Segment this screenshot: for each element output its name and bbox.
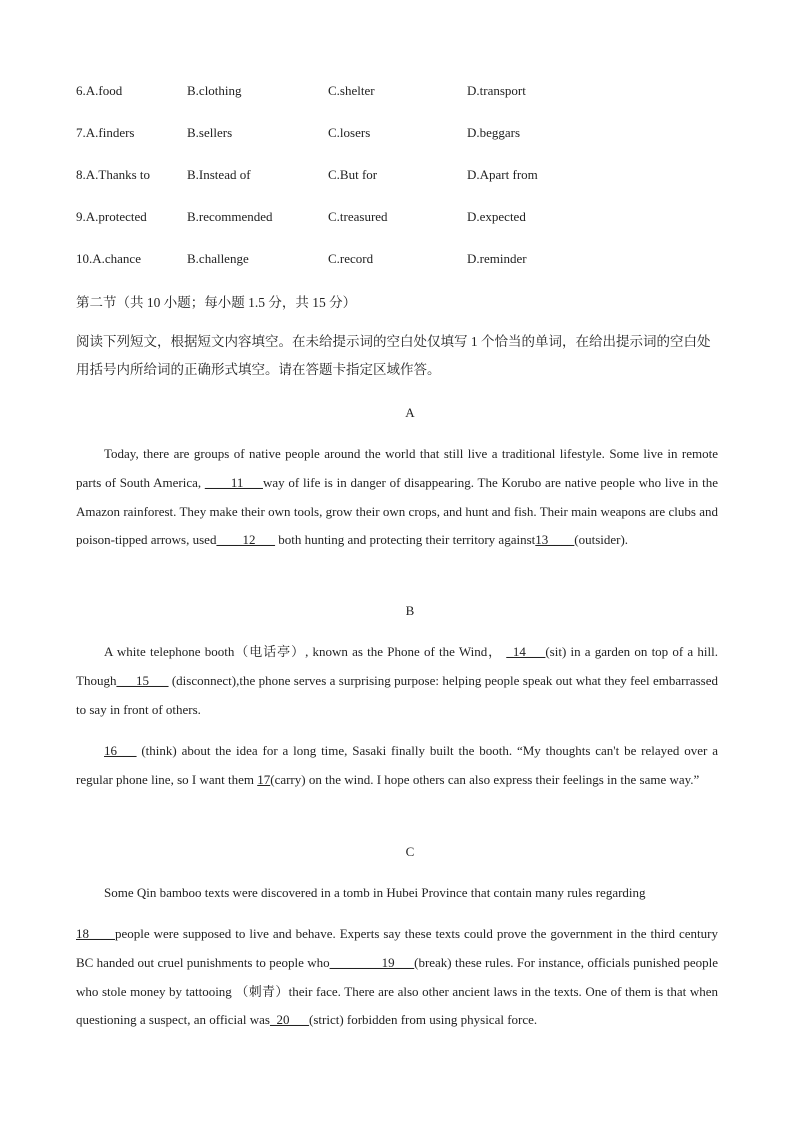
section-heading: 第二节（共 10 小题；每小题 1.5 分，共 15 分）: [76, 295, 357, 310]
option-c: C.treasured: [328, 209, 388, 224]
blank-19: ________19___: [329, 954, 415, 970]
option-a: 6.A.food: [76, 83, 123, 98]
option-d: D.transport: [467, 83, 526, 98]
option-b: B.challenge: [187, 251, 249, 266]
passage-c-text: (break) these rules. For instance, officials punished people who stole money by tattooing （刺青）their face. There are also other ancient laws in the texts. One of them is that when questioning a suspect, an official was: [76, 954, 718, 1028]
blank-20: _20___: [270, 1012, 309, 1028]
blank-18: 18____: [76, 926, 115, 941]
passage-b-letter: B: [405, 603, 415, 618]
blank-12: ____12___: [216, 532, 275, 548]
passage-b-paragraph-1: [76, 638, 718, 724]
option-b: B.Instead of: [187, 167, 251, 182]
option-d: D.expected: [467, 209, 526, 224]
blank-14: _14___: [506, 644, 546, 659]
blank-13: 13____: [535, 532, 575, 548]
passage-c-text: people were supposed to live and behave. Experts say these texts could prove the government in the third century BC handed out cruel punishments to people who: [76, 926, 718, 970]
option-c: C.But for: [328, 167, 378, 182]
blank-16: 16___: [104, 743, 137, 758]
blank-15: ___15___: [116, 672, 169, 688]
option-a: 8.A.Thanks to: [76, 167, 151, 182]
option-d: D.reminder: [467, 251, 527, 266]
section-instructions: 阅读下列短文，根据短文内容填空。在未给提示词的空白处仅填写 1 个恰当的单词，在给出提示词的空白处用括号内所给词的正确形式填空。请在答题卡指定区域作答。: [76, 334, 711, 377]
passage-a-text: way of life is in danger of disappearing. The Korubo are native people who live in the Amazon rainforest. They make their own tools, grow their own crops, and hunt and fish. Their main weapons are clubs and poison-tipped arrows, used: [76, 474, 718, 548]
passage-b-text: (sit) in a garden on top of a hill. Though: [76, 644, 718, 688]
passage-b-text: (disconnect),the phone serves a surprising purpose: helping people speak out what they feel embarrassed to say in front of others.: [76, 672, 718, 717]
option-d: D.beggars: [467, 125, 521, 140]
option-c: C.shelter: [328, 83, 375, 98]
passage-a: [76, 440, 718, 555]
passage-a-text: both hunting and protecting their territory against: [274, 532, 536, 548]
passage-a-text: (outsider).: [574, 532, 629, 548]
passage-c-first-line: Some Qin bamboo texts were discovered in a tomb in Hubei Province that contain many rules regarding: [104, 885, 646, 900]
option-c: C.losers: [328, 125, 371, 140]
option-b: B.sellers: [187, 125, 233, 140]
passage-a-letter: A: [405, 405, 415, 420]
option-a: 7.A.finders: [76, 125, 135, 140]
option-a: 9.A.protected: [76, 209, 147, 224]
passage-b-text: (carry) on the wind. I hope others can also express their feelings in the same way.”: [270, 771, 700, 787]
passage-b-text: (think) about the idea for a long time, Sasaki finally built the booth. “My thoughts can't be relayed over a regular phone line, so I want them: [76, 743, 718, 787]
passage-c: [76, 920, 718, 1035]
blank-17: 17: [257, 771, 271, 787]
passage-b-text: A white telephone booth（电话亭）, known as the Phone of the Wind，: [104, 644, 507, 659]
option-c: C.record: [328, 251, 374, 266]
option-a: 10.A.chance: [76, 251, 141, 266]
passage-c-letter: C: [405, 844, 415, 859]
option-b: B.clothing: [187, 83, 242, 98]
passage-c-text: (strict) forbidden from using physical force.: [309, 1012, 538, 1028]
option-b: B.recommended: [187, 209, 273, 224]
blank-11: ____11___: [204, 474, 263, 490]
passage-a-text: Today, there are groups of native people around the world that still live a traditional lifestyle. Some live in remote parts of South America,: [76, 446, 718, 490]
passage-b-paragraph-2: [76, 737, 718, 795]
option-d: D.Apart from: [467, 167, 538, 182]
